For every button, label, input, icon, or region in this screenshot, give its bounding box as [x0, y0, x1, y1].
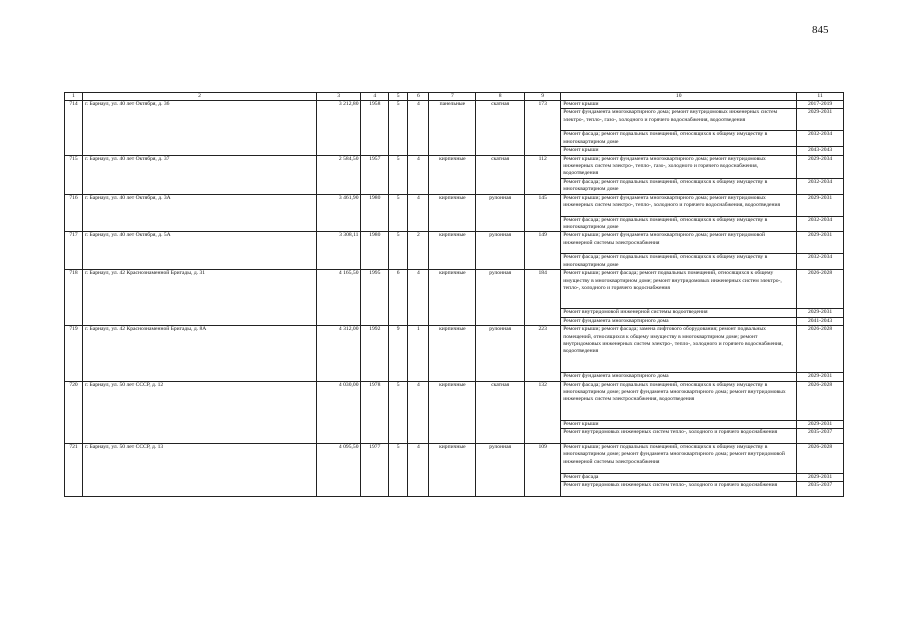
column-header: 9 — [525, 93, 561, 101]
work-period: 2041-2043 — [797, 317, 844, 325]
record-residents: 109 — [525, 443, 561, 496]
record-year: 1980 — [361, 232, 389, 270]
record-address: г. Барнаул, ул. 40 лет Октября, д. 3А — [83, 194, 317, 232]
work-period: 2035-2037 — [797, 482, 844, 497]
column-header: 6 — [408, 93, 429, 101]
record-year: 1992 — [361, 326, 389, 381]
record-entrances: 1 — [408, 326, 429, 381]
record-floors: 5 — [389, 443, 408, 496]
work-period: 2029-2031 — [797, 194, 844, 216]
record-entrances: 4 — [408, 194, 429, 232]
record-entrances: 4 — [408, 381, 429, 443]
record-residents: 145 — [525, 194, 561, 232]
work-period: 2032-2034 — [797, 216, 844, 232]
work-period: 2035-2037 — [797, 428, 844, 443]
record-number: 718 — [65, 270, 83, 326]
record-number: 717 — [65, 232, 83, 270]
work-description: Ремонт фасада — [561, 473, 797, 481]
column-header: 1 — [65, 93, 83, 101]
work-description: Ремонт фасада; ремонт подвальных помещений, относящихся к общему имуществу в многоквартирном доме — [561, 178, 797, 194]
column-header: 11 — [797, 93, 844, 101]
work-period: 2017-2019 — [797, 101, 844, 109]
record-roof: рулонная — [476, 443, 525, 496]
table-row — [65, 101, 844, 109]
work-description: Ремонт внутридомовых инженерных систем тепло-, холодного и горячего водоснабжения — [561, 482, 797, 497]
record-residents: 223 — [525, 326, 561, 381]
record-year: 1980 — [361, 194, 389, 232]
record-year: 1958 — [361, 101, 389, 156]
work-description: Ремонт фундамента многоквартирного дома; ремонт внутридомовых инженерных систем электро-, тепло-, газо-, холодного и горячего водоснабжения, водоотведения — [561, 109, 797, 131]
column-number-row — [65, 93, 844, 101]
record-address: г. Барнаул, ул. 40 лет Октября, д. 37 — [83, 155, 317, 194]
work-period: 2029-2031 — [797, 473, 844, 481]
work-description: Ремонт фасада; ремонт подвальных помещений, относящихся к общему имуществу в многоквартирном доме — [561, 216, 797, 232]
column-header: 2 — [83, 93, 317, 101]
work-period: 2029-2031 — [797, 373, 844, 381]
record-year: 1977 — [361, 443, 389, 496]
work-description: Ремонт фундамента многоквартирного дома — [561, 317, 797, 325]
record-residents: 132 — [525, 381, 561, 443]
record-floors: 5 — [389, 194, 408, 232]
repair-schedule-table — [64, 92, 844, 497]
record-entrances: 4 — [408, 101, 429, 156]
work-description: Ремонт крыши; ремонт фундамента многоквартирного дома; ремонт внутридомовых инженерных систем электро-, тепло-, газо-, холодного и горячего водоснабжения, водоотведения — [561, 155, 797, 178]
work-description: Ремонт крыши; ремонт фундамента многоквартирного дома; ремонт внутридомовых инженерных систем электро-, тепло-, холодного и горячего водоснабжения, водоотведения — [561, 194, 797, 216]
record-walls: кирпичные — [429, 194, 476, 232]
record-roof: рулонная — [476, 270, 525, 326]
record-number: 719 — [65, 326, 83, 381]
table-row — [65, 232, 844, 254]
record-floors: 5 — [389, 232, 408, 270]
column-header: 7 — [429, 93, 476, 101]
work-description: Ремонт крыши; ремонт фасада; ремонт подвальных помещений, относящихся к общему имуществу в многоквартирном доме; ремонт внутридомовых инженерных систем электро-, тепло-, холодного и горячего водоснабжения — [561, 270, 797, 309]
work-description: Ремонт внутридомовых инженерных систем тепло-, холодного и горячего водоснабжения — [561, 428, 797, 443]
record-floors: 5 — [389, 381, 408, 443]
table-row — [65, 381, 844, 420]
record-roof: скатная — [476, 381, 525, 443]
work-period: 2029-2034 — [797, 155, 844, 178]
record-number: 721 — [65, 443, 83, 496]
record-residents: 112 — [525, 155, 561, 194]
work-description: Ремонт внутридомовой инженерной системы водоотведения — [561, 309, 797, 317]
work-period: 2029-2031 — [797, 232, 844, 254]
record-walls: панельные — [429, 101, 476, 156]
record-floors: 9 — [389, 326, 408, 381]
table-row — [65, 443, 844, 473]
record-area: 4 095,50 — [316, 443, 361, 496]
record-year: 1978 — [361, 381, 389, 443]
record-floors: 5 — [389, 155, 408, 194]
work-description: Ремонт фасада; ремонт подвальных помещений, относящихся к общему имуществу в многоквартирном доме — [561, 131, 797, 147]
records-body — [65, 101, 844, 497]
work-period: 2026-2028 — [797, 381, 844, 420]
record-walls: кирпичные — [429, 443, 476, 496]
work-description: Ремонт фасада; ремонт подвальных помещений, относящихся к общему имуществу в многоквартирном доме; ремонт фундамента многоквартирного дома; ремонт внутридомовых инженерных систем электроснабжения, водоотведения — [561, 381, 797, 420]
record-area: 4 165,50 — [316, 270, 361, 326]
record-floors: 5 — [389, 101, 408, 156]
record-walls: кирпичные — [429, 270, 476, 326]
work-description: Ремонт крыши — [561, 420, 797, 428]
record-number: 720 — [65, 381, 83, 443]
column-header: 10 — [561, 93, 797, 101]
record-residents: 149 — [525, 232, 561, 270]
work-description: Ремонт крыши — [561, 101, 797, 109]
record-walls: кирпичные — [429, 232, 476, 270]
record-area: 3 212,80 — [316, 101, 361, 156]
record-area: 4 030,00 — [316, 381, 361, 443]
column-header: 5 — [389, 93, 408, 101]
work-description: Ремонт крыши — [561, 147, 797, 155]
column-header: 4 — [361, 93, 389, 101]
record-entrances: 4 — [408, 270, 429, 326]
record-address: г. Барнаул, ул. 50 лет СССР, д. 13 — [83, 443, 317, 496]
work-period: 2032-2034 — [797, 178, 844, 194]
record-area: 4 312,00 — [316, 326, 361, 381]
record-year: 1957 — [361, 155, 389, 194]
work-description: Ремонт крыши; ремонт фасада; замена лифтового оборудования; ремонт подвальных помещений, относящихся к общему имуществу в многоквартирном доме; ремонт внутридомовых инженерных систем электро-, тепло-, холодного и горячего водоснабжения, водоотведения — [561, 326, 797, 373]
column-header: 8 — [476, 93, 525, 101]
work-period: 2026-2028 — [797, 270, 844, 309]
record-entrances: 4 — [408, 443, 429, 496]
record-address: г. Барнаул, ул. 42 Краснознаменной Бригады, д. 8А — [83, 326, 317, 381]
work-description: Ремонт фундамента многоквартирного дома — [561, 373, 797, 381]
record-address: г. Барнаул, ул. 50 лет СССР, д. 12 — [83, 381, 317, 443]
record-residents: 184 — [525, 270, 561, 326]
work-description: Ремонт крыши; ремонт подвальных помещений, относящихся к общему имуществу в многоквартирном доме; ремонт фундамента многоквартирного дома; ремонт внутридомовой инженерной системы электроснабжения — [561, 443, 797, 473]
record-number: 716 — [65, 194, 83, 232]
record-floors: 6 — [389, 270, 408, 326]
record-area: 3 461,90 — [316, 194, 361, 232]
record-roof: рулонная — [476, 194, 525, 232]
table-row — [65, 194, 844, 216]
record-area: 2 584,50 — [316, 155, 361, 194]
record-number: 715 — [65, 155, 83, 194]
record-residents: 173 — [525, 101, 561, 156]
record-roof: скатная — [476, 101, 525, 156]
record-entrances: 2 — [408, 232, 429, 270]
record-roof: рулонная — [476, 232, 525, 270]
record-address: г. Барнаул, ул. 42 Краснознаменной Бригады, д. 31 — [83, 270, 317, 326]
table-row — [65, 270, 844, 309]
work-period: 2032-2034 — [797, 254, 844, 270]
work-period: 2029-2031 — [797, 420, 844, 428]
column-header: 3 — [316, 93, 361, 101]
record-walls: кирпичные — [429, 326, 476, 381]
work-period: 2029-2031 — [797, 309, 844, 317]
record-entrances: 4 — [408, 155, 429, 194]
table-row — [65, 326, 844, 373]
work-period: 2032-2034 — [797, 131, 844, 147]
work-period: 2029-2031 — [797, 109, 844, 131]
record-year: 1995 — [361, 270, 389, 326]
record-roof: рулонная — [476, 326, 525, 381]
work-period: 2026-2028 — [797, 443, 844, 473]
record-roof: скатная — [476, 155, 525, 194]
page-number: 845 — [812, 24, 829, 36]
work-period: 2026-2028 — [797, 326, 844, 373]
record-walls: кирпичные — [429, 381, 476, 443]
record-address: г. Барнаул, ул. 40 лет Октября, д. 5А — [83, 232, 317, 270]
work-description: Ремонт крыши; ремонт фундамента многоквартирного дома; ремонт внутридомовой инженерной системы электроснабжения — [561, 232, 797, 254]
work-description: Ремонт фасада; ремонт подвальных помещений, относящихся к общему имуществу в многоквартирном доме — [561, 254, 797, 270]
work-period: 2043-2043 — [797, 147, 844, 155]
record-address: г. Барнаул, ул. 40 лет Октября, д. 36 — [83, 101, 317, 156]
record-walls: кирпичные — [429, 155, 476, 194]
record-number: 714 — [65, 101, 83, 156]
table-row — [65, 155, 844, 178]
record-area: 3 308,11 — [316, 232, 361, 270]
